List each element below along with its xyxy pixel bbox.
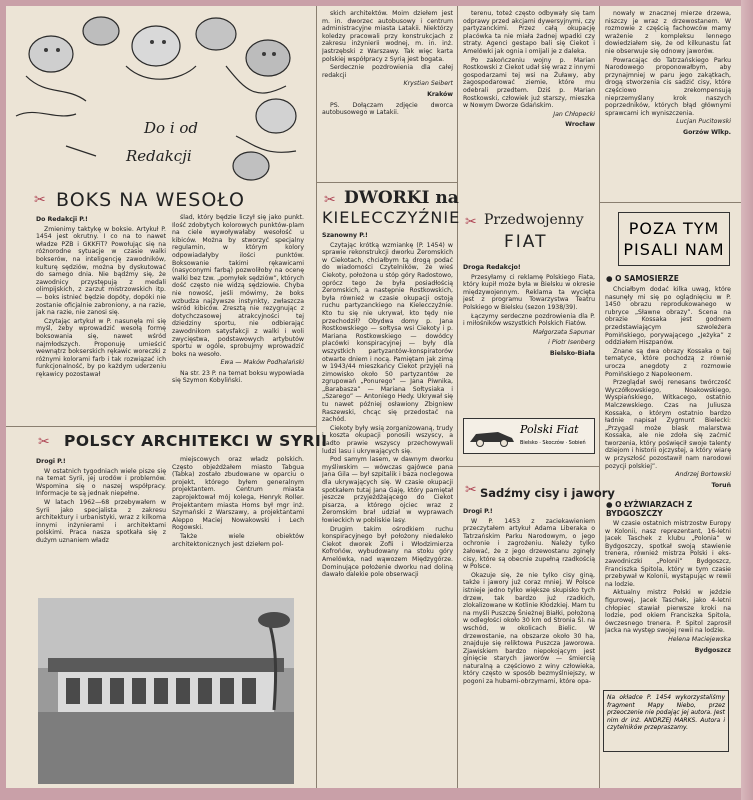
cisy-paragraph: nowały w znacznej mierze drzewa, niszczy je wraz z drzewostanem. W rozmowie z częścią fachowców mamy wrażenie z kompleksu lennego dowiedziałem się, że od kilkunastu lat nie obserwuje się odnowy jaworów. xyxy=(605,10,731,55)
dworki-paragraph: terenu, toteż często odbywały się tam odprawy przed akcjami dywersyjnymi, czy partyzanckimi. Przez całą okupację placówka ta nie miała żadnej wpadki czy straty. Agenci gestapo bali się Ciekot i Amelówki jak ognia i omijali je z daleka. xyxy=(463,10,595,55)
dworki-paragraph: Po zakończeniu wojny p. Marian Rostkowski z Ciekot udał się wraz z innymi gospodarzami tej wsi na Żuławy, aby zagospodarować ziemie, które mu odebrali przedtem. Dziś p. Marian Rostkowski, człowiek już starszy, mieszka w Nowym Dworze Gdańskim. xyxy=(463,56,595,110)
cisy-column-2 xyxy=(605,10,731,200)
ad-text: Bielsko · Skoczów · Sobień xyxy=(520,440,586,446)
polski-fiat-ad xyxy=(463,418,595,454)
dworki-signature: Jan Chłopecki xyxy=(553,110,595,118)
cisy-salutation: Drogi P.! xyxy=(463,508,493,515)
column-divider xyxy=(599,6,600,788)
rubric-title-line2: Redakcji xyxy=(126,147,192,165)
poza-title-2: PISALI NAM xyxy=(623,240,725,259)
poza-paragraph: Chciałbym dodać kilka uwag, które nasunęły mi się po oglądnięciu w P. 1450 obrazu reprodukowanego w rubryce „Sławne obrazy”. Scena na obrazie Kossaka jest godnem przedstawiającym szwoleżera Pomińskiego, porywającego „Jeżyka” z oddziałem Hiszpanów. xyxy=(605,286,731,347)
fiat-signature: Małgorzata Sapunar xyxy=(532,328,595,336)
dworki-city: Wrocław xyxy=(565,121,595,129)
poza-column-2 xyxy=(605,520,731,686)
page-edge xyxy=(741,0,753,800)
scissors-icon: ✂ xyxy=(465,214,477,230)
fiat-salutation: Droga Redakcjo! xyxy=(463,264,521,271)
section-divider xyxy=(6,426,316,427)
architekci-column-2 xyxy=(172,456,304,594)
column-divider xyxy=(457,6,458,788)
poza-city: Toruń xyxy=(711,481,731,489)
section-divider xyxy=(317,182,457,183)
fiat-city: Bielsko-Biała xyxy=(549,349,595,357)
ad-logo: Polski Fiat xyxy=(520,423,579,436)
boks-paragraph: Czytając artykuł w P. nasunęła mi się myśl, żeby wprowadzić wesołą formę boksowania się, nawet wśród najmłodszych. Proponuję umieścić wewnątrz bokserskich rękawic woreczki z różnymi kolorami farb i tak rozwiązać ich funkcjonalność, by po każdym uderzeniu rękawicy pozostawał xyxy=(36,317,166,378)
poza-paragraph: Aktualny mistrz Polski w jeździe figurowej, Jacek Taschek, jako 4-letni chłopiec stawiał pierwsze kroki na lodzie, pod okiem Franciszka Spitola, ówczesnego trenera. P. Spitol zaprosił Jacka na występ swojej rewii na lodzie. xyxy=(605,589,731,635)
cisy-paragraph: W P. 1453 z zaciekawieniem przeczytałem artykuł Adama Liberaka o Tatrzańskim Parku Narodowym, o jego ochronie i zagrożeniu. Należy tylko żałować, że z jego drzewostanu zginęły cisy, które są obecnie zupełną rzadkością w Polsce. xyxy=(463,517,595,571)
architekci-paragraph: Także wiele obiektów architektonicznych jest dziełem pol- xyxy=(172,532,304,548)
poza-paragraph: Przeglądał swój renesans twórczość Wyczółkowskiego, Noakowskiego, Wyspiańskiego, Witkacego, ostatnio Malczewskiego. Czas na Juliusza Kossaka, o którym ostatnio bardzo ładnie napisał Zygmunt Bielecki: „Przygaśl może blask malarstwa Kossaka, ale nie zdoła się zaćmić tworzenia, który poświęcił swoje talenty dziejom i historii ojczystej, a który wiarę w przyszłość pozostawił nam narodowi pozycji polskiej”. xyxy=(605,379,731,470)
section-divider xyxy=(600,202,741,203)
architekci-salutation: Drogi P.! xyxy=(36,458,66,465)
scissors-icon: ✂ xyxy=(324,192,336,208)
boks-note: Na str. 23 P. na temat boksu wypowiada się Szymon Kobyliński. xyxy=(172,369,304,385)
poza-city: Bydgoszcz xyxy=(694,646,731,654)
architekci-title: POLSCY ARCHITEKCI W SYRII xyxy=(64,432,328,450)
poza-tym-box xyxy=(618,212,730,266)
boks-title: BOKS NA WESOŁO xyxy=(56,189,245,211)
magazine-page xyxy=(6,6,741,788)
dworki-paragraph: Pod samym lasem, w dawnym dworku myśliwskim — wówczas gajówce pana Jana Gila — był szpitalik i baza noclegowa dla ukrywających się. W czasie okupacji spotkałem tutaj Jana Gaję, który pamiętał jeszcze przyjeżdżającego do Ciekot pisarza, a którego ojciec wraz z Żeromskim brał udział w wyprawach łowieckich w pobliskie lasy. xyxy=(322,456,453,524)
poza-subheading-lyzwiarze: ● O ŁYŻWIARZACH Z BYDGOSZCZY xyxy=(606,500,693,518)
cisy-signature: Lucjan Pucitowski xyxy=(676,118,731,126)
car-icon xyxy=(468,426,516,448)
dworki-salutation: Szanowny P.! xyxy=(322,232,368,239)
poza-paragraph: Znane są dwa obrazy Kossaka o tej tematyce, które pochodzą z równie urocza anegdoty z rozmowie Pomińskiego z Napoleonem. xyxy=(605,347,731,378)
fiat-paragraph: Przesyłamy ci reklamę Polskiego Fiata, który kupił może była w Bielsku w okresie międzywojennym. Reklama ta wycięta jest z programu Towarzystwa Teatru Polskiego w Bielsku (sezon 1938/39). xyxy=(463,273,595,311)
boks-column-2 xyxy=(172,214,304,424)
column-divider xyxy=(316,6,317,788)
dworki-paragraph: Ciekoty były wsią zorganizowaną, trudy i koszta okupacji ponosili wszyscy, a nadto prawie wszyscy przechowywali ludzi lasu i ukrywających się. xyxy=(322,424,453,455)
cisy-paragraph: Powracając do Tatrzańskiego Parku Narodowego proponowałbym, aby przynajmniej w paru jego zakątkach, drogą stworzenia cis sadzić cisy, które częściowo zrekompensują nieprzemyślany krok naszych poprzedników, których błąd głównymi sprawcami ich wyniszczenia. xyxy=(605,56,731,117)
architekci-column-3 xyxy=(322,10,453,182)
dworki-paragraph: Drugim takim ośrodkiem ruchu konspiracyjnego był położony niedaleko Ciekot dworek Zofii i Włodzimierza Kofrońów, wybudowany na stoku góry Amelówka, nad wąwozem Międzygórze. Dominujące położenie dworku nad doliną dawało dalekie pole obserwacji xyxy=(322,525,453,579)
dworki-title-2: KIELECCZYŹNIE xyxy=(322,208,461,227)
editorial-note: Na okładce P. 1454 wykorzystaliśmy fragment Mapy Niebo, przez przeoczenie nie podając jej autora. Jest nim dr inż. ANDRZEJ MARKS. Autora i czytelników przepraszamy. xyxy=(603,690,729,752)
architekci-signature: Krystian Seibert xyxy=(403,80,453,88)
fiat-title: Przedwojenny xyxy=(484,212,584,228)
architekci-paragraph: miejscowych oraz władz polskich. Często objeżdżałem miasto Tabgua (Tabka) zostało zbudowane w oparciu o projekt, którego byłem generalnym projektantem. Centrum miasta zaprojektował mój kolega, Henryk Roller. Projektantem miasta Homs był mgr inż. Szymański z Warszawy, a projektantami Aleppo Maciej Nowakowski i Lech Rogowski. xyxy=(172,456,304,532)
fiat-signature-2: i Piotr Isenberg xyxy=(548,339,595,347)
poza-signature: Andrzej Bortowski xyxy=(675,471,731,479)
boks-salutation: Do Redakcji P.! xyxy=(36,216,88,223)
boks-paragraph: ślad, który będzie liczył się jako punkt. Ilość zdobytych kolorowych punktów-plam na ciele wywoływałaby wesołość u kibiców. Można by stworzyć specjalny regulamin, w którym kolory odpowiadałyby ilości punktów. Boksowanie takimi rękawicami (nasyconymi farbą) pozwoliłoby na ocenę walki bez tzw. „pomyłek sędziów”, których dość często nie widzą sędziowie. Chyba nie nowość, jeśli mówimy, że boks wzbudza najżywsze instynkty, zwłaszcza wśród kibiców. Zresztą nie rezygnując z dotychczasowej atrakcyjności tej dziedziny sportu, nie odbierając zawodnikom satysfakcji z walki i woli zwycięstwa, podstawowych artybutów sportu w ogóle, sprobujmy wprowadzić boks na wesoło. xyxy=(172,214,304,358)
poza-paragraph: W czasie ostatnich mistrzostw Europy w Kolonii, nasz reprezentant, 16-letni Jacek Taschek z klubu „Polonia” w Bydgoszczy, spotkał swoją stawienie trenera, również mistrza Polski i eks-zawodniczki „Polonii” Bydgoszcz, Franciszka Spitola, który w tym czasie przebywał w Kolonii, wystąpując w rewii na lodzie. xyxy=(605,520,731,588)
dworki-column-2 xyxy=(463,10,595,190)
poza-column-1 xyxy=(605,286,731,498)
scissors-icon: ✂ xyxy=(465,482,477,498)
architekci-city: Kraków xyxy=(427,90,453,98)
architekci-paragraph: skich architektów. Moim dziełem jest m. in. dworzec autobusowy i centrum administracyjne miasta Latakii. Niektórzy koledzy pracowali przy konstrukcjach z zakresu inżynierii wodnej, m. in. inż. Jastrzębski z Warszawy. Tak więc karta polskiej współpracy z Syrią jest bogata. xyxy=(322,10,453,63)
cisy-city: Gorzów Wlkp. xyxy=(683,128,731,136)
dworki-paragraph: Czytając krótką wzmiankę (P. 1454) w sprawie rekonstrukcji dworku Żeromskich w Ciekotach, chciałbym tą drogą podać do wiadomości Czytelników, że wieś Ciekoty, położona u stóp góry Radostowo, oprócz tego że była posiadłością Żeromskich, a następnie Rostkowskich, była również w czasie okupacji ostoją ruchu partyzanckiego na Kielecczyźnie. Kto tu się nie ukrywał, kto tędy nie przechodził? Obydwa domy p. Jana Rostkowskiego — sołtysa wsi Ciekoty i p. Mariana Rostkowskiego — dowódcy placówki konspiracyjnej — były dla wszystkich partyzantów-konspiratorów otwarte dniem i nocą. Pamiętam jak zimą w 1943/44 mieszkańcy Ciekot przyjęli na zimowisko około 50 partyzantów ze zgrupowań „Ponurego” — Jana Piwnika, „Barabasza” — Mariana Sołtysiaka i „Szarego” — Antoniego Hedy. Ukrywał się tu nawet później osławiony Zbigniew Raszewski, chcąc się przedostać na zachód. xyxy=(322,241,453,424)
rubric-title xyxy=(126,114,198,170)
cisy-paragraph: Okazuje się, że nie tylko cisy giną, także i jawory już coraz mniej. W Polsce istnieje jedno tylko większe skupisko tych drzew, tak bardzo już rzadkich, zlokalizowane w Kotlinie Kłodzkiej. Mam tu na myśli Puszczę Śnieżnej Białki, położoną w odległości około 30 km od Stronia Śl. na wschód, w okolicach Bielic. W drzewostanie, na obszarze około 30 ha, znajduje się reliktowa Puszcza Jaworowa. Zjawiskiem bardzo niepokojącym jest ginięcie starych jaworów — śmiercią naturalną a częściowo z winy człowieka, który często w sposób bezmyślniejszy, w pogoni za hubami-obrzymami, które opa- xyxy=(463,571,595,686)
fiat-title-2: FIAT xyxy=(504,232,548,252)
cisy-title: Sadźmy cisy i jawory xyxy=(480,486,615,500)
architekci-paragraph: Serdecznie pozdrowienia dla całej redakcji xyxy=(322,64,453,79)
poza-subheading-samosierze: ● O SAMOSIERZE xyxy=(606,274,679,283)
fiat-paragraph: Łączymy serdeczne pozdrowienia dla P. i miłośników wszystkich Polskich Fiatów. xyxy=(463,312,595,328)
scissors-icon: ✂ xyxy=(38,434,50,450)
architekci-ps: PS. Dołączam zdjęcie dworca autobusowego w Latakii. xyxy=(322,101,453,117)
architekci-column-1 xyxy=(36,456,166,594)
architekci-paragraph: W ostatnich tygodniach wiele pisze się na temat Syrii, jej urodów i problemów. Wspomina się o naszej współpracy. Informacje te są jednak niepełne. xyxy=(36,467,166,498)
poza-title-1: POZA TYM xyxy=(628,219,720,238)
boks-paragraph: Zmienimy taktykę w boksie. Artykuł P. 1454 jest okrutny. I co na to nawet władze PZB i GKKFiT? Powołując się na różnorodne sytuacje w czasie walki bokserów, na inteligencję zawodników, kulturę sędziów, można by dyskutować do samego dnia. Nie bądźmy się, że zawodnicy przystępują z medali olimpijskich, z zarzut mistrzowskich itp. — boks istnieć będzie dopóty, dopóki nie zostanie oficjalnie zabroniony, a na razie, jak na razie, nie zanosi się. xyxy=(36,225,166,317)
boks-signature: Ewa — Maków Podhalański xyxy=(220,359,304,367)
dworki-title: DWORKI na xyxy=(344,188,459,208)
scissors-icon: ✂ xyxy=(34,192,46,208)
rubric-title-line1: Do i od xyxy=(144,119,199,137)
bus-station-photo xyxy=(38,598,294,784)
poza-signature: Helena Maciejewska xyxy=(668,635,731,643)
section-divider xyxy=(458,466,599,467)
cisy-column-1 xyxy=(463,506,595,786)
architekci-paragraph: W latach 1962—68 przebywałem w Syrii jako specjalista z zakresu architektury i urbanistyki, wraz z kilkoma innymi inżynierami i architektami polskimi. Praca nasza spotkała się z dużym uznaniem władz xyxy=(36,498,166,544)
boks-column-1 xyxy=(36,214,166,424)
dworki-column-1 xyxy=(322,230,453,786)
